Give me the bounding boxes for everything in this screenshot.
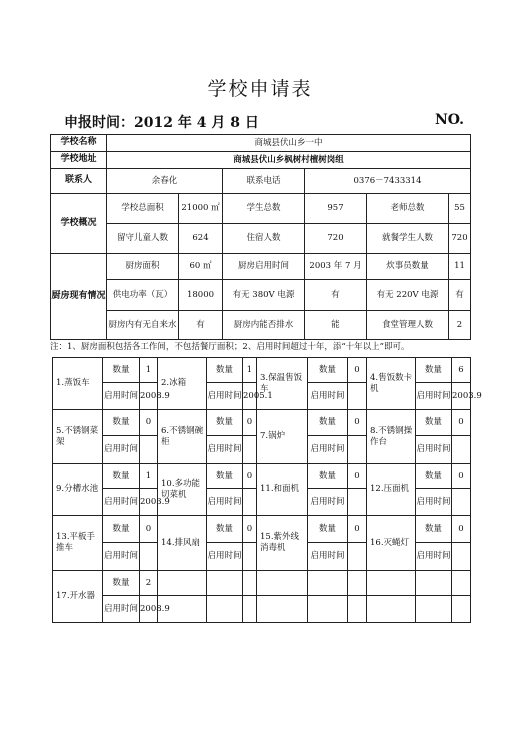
contact-value: 余春化: [107, 169, 223, 194]
dining-value: 720: [449, 224, 471, 254]
equipment-name: 10.多功能切菜机: [158, 464, 207, 516]
equipment-name: 1.蒸饭车: [53, 358, 103, 410]
equipment-name: 17.开水器: [53, 571, 103, 623]
quantity-label: 数量: [416, 464, 452, 489]
quantity-label: 数量: [207, 410, 243, 436]
empty-cell: [257, 596, 308, 623]
start-time-label: 启用时间: [207, 383, 243, 410]
equipment-name: 4.售饭数卡机: [367, 358, 416, 410]
quantity-label: 数量: [308, 464, 348, 489]
start-time-label: 启用时间: [207, 543, 243, 571]
equipment-name: 9.分槽水池: [53, 464, 103, 516]
kitchen-area-value: 60 ㎡: [179, 254, 223, 280]
start-time-label: 启用时间: [103, 436, 140, 464]
quantity-value: 1: [140, 358, 158, 383]
equipment-name: 16.灭蝇灯: [367, 516, 416, 571]
kitchen-label: 厨房现有情况: [51, 254, 107, 340]
quantity-label: 数量: [103, 410, 140, 436]
contact-label: 联系人: [51, 169, 107, 194]
drain-value: 能: [305, 311, 367, 340]
power-label: 供电功率（瓦）: [107, 280, 179, 311]
drain-label: 厨房内能否排水: [223, 311, 305, 340]
quantity-value: 2: [140, 571, 158, 596]
start-time-label: 启用时间: [416, 543, 452, 571]
start-time-label: 启用时间: [308, 383, 348, 410]
quantity-label: 数量: [207, 464, 243, 489]
students-value: 957: [305, 194, 367, 224]
start-time-value: 2008.9: [140, 596, 158, 623]
start-time-value: 2005.1: [243, 383, 257, 410]
equipment-name: 8.不锈钢操作台: [367, 410, 416, 464]
power-value: 18000: [179, 280, 223, 311]
start-time-value: [348, 543, 367, 571]
empty-cell: [348, 596, 367, 623]
total-area-label: 学校总面积: [107, 194, 179, 224]
start-time-value: [243, 436, 257, 464]
quantity-label: 数量: [103, 516, 140, 543]
school-info-table: [50, 134, 471, 340]
quantity-label: 数量: [416, 358, 452, 383]
start-time-label: 启用时间: [103, 596, 140, 623]
cooks-label: 炊事员数量: [367, 254, 449, 280]
quantity-value: 1: [140, 464, 158, 489]
overview-label: 学校概况: [51, 194, 107, 254]
empty-cell: [308, 571, 348, 596]
start-time-label: 启用时间: [207, 489, 243, 516]
boarding-value: 720: [305, 224, 367, 254]
start-time-label: 启用时间: [308, 543, 348, 571]
empty-cell: [452, 571, 471, 596]
start-time-value: [140, 436, 158, 464]
empty-cell: [416, 571, 452, 596]
equipment-name: 2.冰箱: [158, 358, 207, 410]
form-note: 注：1、厨房面积包括各工作间，不包括餐厅面积；2、启用时间超过十年，添“十年以上”即可。: [50, 342, 410, 352]
school-address-label: 学校地址: [51, 152, 107, 169]
start-time-value: [452, 436, 471, 464]
total-area-value: 21000 ㎡: [179, 194, 223, 224]
empty-cell: [416, 596, 452, 623]
quantity-label: 数量: [207, 358, 243, 383]
quantity-label: 数量: [103, 571, 140, 596]
kitchen-area-label: 厨房面积: [107, 254, 179, 280]
p220-label: 有无 220V 电源: [367, 280, 449, 311]
start-time-value: 2008.9: [140, 383, 158, 410]
start-time-value: [243, 489, 257, 516]
phone-value: 0376－7433314: [305, 169, 471, 194]
empty-cell: [257, 571, 308, 596]
water-value: 有: [179, 311, 223, 340]
quantity-label: 数量: [308, 516, 348, 543]
quantity-value: 0: [348, 410, 367, 436]
school-name-value: 商城县伏山乡一中: [107, 135, 471, 152]
start-time-label: 启用时间: [207, 436, 243, 464]
p380-value: 有: [305, 280, 367, 311]
quantity-value: 0: [348, 358, 367, 383]
quantity-label: 数量: [308, 358, 348, 383]
start-time-value: [243, 543, 257, 571]
quantity-label: 数量: [308, 410, 348, 436]
start-time-value: [348, 436, 367, 464]
canteen-label: 食堂管理人数: [367, 311, 449, 340]
quantity-value: 0: [243, 464, 257, 489]
start-time-label: 启用时间: [416, 436, 452, 464]
start-time-label: 启用时间: [416, 489, 452, 516]
quantity-label: 数量: [207, 516, 243, 543]
school-name-label: 学校名称: [51, 135, 107, 152]
teachers-value: 55: [449, 194, 471, 224]
quantity-value: 0: [140, 410, 158, 436]
quantity-label: 数量: [416, 516, 452, 543]
equipment-name: 7.锅炉: [257, 410, 308, 464]
start-time-label: 启用时间: [103, 543, 140, 571]
quantity-value: 0: [348, 464, 367, 489]
form-number-label: NO.: [434, 112, 464, 128]
empty-cell: [367, 571, 416, 596]
empty-cell: [348, 571, 367, 596]
form-header: [64, 112, 464, 134]
students-label: 学生总数: [223, 194, 305, 224]
equipment-name: 14.排风扇: [158, 516, 207, 571]
equipment-name: 11.和面机: [257, 464, 308, 516]
equipment-name: 12.压面机: [367, 464, 416, 516]
p220-value: 有: [449, 280, 471, 311]
equipment-name: 3.保温售饭车: [257, 358, 308, 410]
empty-cell: [243, 571, 257, 596]
boarding-label: 住宿人数: [223, 224, 305, 254]
quantity-value: 0: [452, 410, 471, 436]
canteen-value: 2: [449, 311, 471, 340]
start-time-label: 启用时间: [416, 383, 452, 410]
submission-date: 申报时间：2012 年 4 月 8 日: [64, 115, 259, 131]
start-time-label: 启用时间: [308, 489, 348, 516]
kitchen-start-value: 2003 年 7 月: [305, 254, 367, 280]
equipment-table: [52, 357, 482, 623]
quantity-value: 0: [243, 516, 257, 543]
phone-label: 联系电话: [223, 169, 305, 194]
empty-cell: [452, 596, 471, 623]
start-time-value: [348, 383, 367, 410]
quantity-value: 0: [140, 516, 158, 543]
dining-label: 就餐学生人数: [367, 224, 449, 254]
equipment-name: 5.不锈钢菜架: [53, 410, 103, 464]
cooks-value: 11: [449, 254, 471, 280]
start-time-label: 启用时间: [103, 383, 140, 410]
start-time-value: [452, 543, 471, 571]
quantity-value: 1: [243, 358, 257, 383]
start-time-value: 2003.9: [452, 383, 471, 410]
empty-cell: [243, 596, 257, 623]
quantity-label: 数量: [416, 410, 452, 436]
quantity-label: 数量: [103, 358, 140, 383]
quantity-label: 数量: [103, 464, 140, 489]
equipment-name: 6.不锈钢碗柜: [158, 410, 207, 464]
equipment-name: 13.平板手推车: [53, 516, 103, 571]
start-time-value: [452, 489, 471, 516]
water-label: 厨房内有无自来水: [107, 311, 179, 340]
equipment-name: 15.紫外线消毒机: [257, 516, 308, 571]
empty-cell: [207, 571, 243, 596]
school-address-value: 商城县伏山乡枫树村檀树岗组: [107, 152, 471, 169]
start-time-value: [348, 489, 367, 516]
quantity-value: 0: [452, 464, 471, 489]
kitchen-start-label: 厨房启用时间: [223, 254, 305, 280]
quantity-value: 0: [243, 410, 257, 436]
start-time-label: 启用时间: [308, 436, 348, 464]
leftbehind-label: 留守儿童人数: [107, 224, 179, 254]
quantity-value: 0: [452, 516, 471, 543]
empty-cell: [207, 596, 243, 623]
empty-cell: [367, 596, 416, 623]
empty-cell: [158, 571, 207, 596]
start-time-label: 启用时间: [103, 489, 140, 516]
leftbehind-value: 624: [179, 224, 223, 254]
quantity-value: 6: [452, 358, 471, 383]
p380-label: 有无 380V 电源: [223, 280, 305, 311]
form-title: 学校申请表: [207, 78, 313, 100]
empty-cell: [308, 596, 348, 623]
quantity-value: 0: [348, 516, 367, 543]
start-time-value: [140, 543, 158, 571]
start-time-value: 2003.9: [140, 489, 158, 516]
teachers-label: 老师总数: [367, 194, 449, 224]
